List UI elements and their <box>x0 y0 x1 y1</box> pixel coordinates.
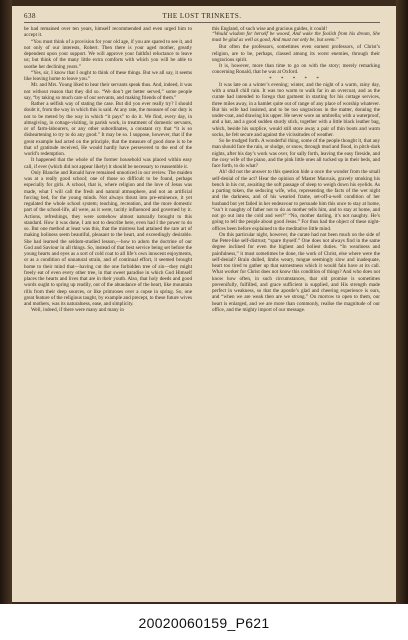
text-column-left <box>24 26 192 598</box>
paragraph: “You must think of a provision for your old age, if you are spared to see it, and not only of our interests, Robert. Then there is your aged mother, greatly dependent upon your support. We will approve your faithful reluctance to leave us; but think of the many little extra comforts with which you will be able to soothe her declining years.” <box>24 38 192 70</box>
paragraph: this England, of such wise and gracious guides, it could! <box>212 26 328 32</box>
paragraph: “Yes, sir, I know that I ought to think of these things. But we all say, it seems like leaving home to leave you.” <box>24 69 192 82</box>
running-title: THE LOST TRINKETS. <box>162 12 242 20</box>
image-caption: 20020060159_P621 <box>138 615 270 631</box>
book-edge-left <box>0 0 12 604</box>
paragraph: Ah! did not the answer to this question hide a once the wonder from the small self-denial of the act? Hear the opinion of Master Mauvais, gravely smoking his bench in his cot, awaiting the soft passage of sleep to weigh down his eyelids. As a parting token, the seducing wife, who, representing the facts of the wet night and the darkness, and of his wearied frame, set-off-a-well condition of her husband but yet failed in her endeavour to persuade him this once to stay at home, “isn’t it naughty of father not to do as mother tells him, and to stay at home, and not go out into the cold and wet?” “No, mother darling, it’s not naughty. He’s going to tell the people about good Jesus.” For thus had the object of these night-offices been before explained to the meditative little mind. <box>212 169 380 232</box>
paragraph: It was late on a winter’s evening; winter, and the night of a warm, rainy day, with a small chill rain. It was too warm to walk far in an overcoat, and as the curate had intended to forego that garment in starting for his cottage services, three miles away, in a hamlet quite out of range of any place of worship whatever. But his wife had insisted, and to be too ungracious in the matter, donning the under-coat, and drawing his upper. He never wore an umbrella; with a waterproof, and a hat, and a good sudden sturdy stick, together with a little black leather bag, which, beside his surplice, would still store away a pair of thin boots and warm socks, he felt secure and against the vicissitudes of weather. <box>212 81 380 138</box>
page-header <box>24 12 380 22</box>
section-break: * * * * * <box>269 75 323 82</box>
text-column-right <box>212 26 380 598</box>
paragraph: Rather a selfish way of stating the case. But did you ever really try? I should doubt it, from the way in which this is said. At any rate, the measure of our duty is not to be meted by the way in which “it pays” to do it. We find, every day, in almsgiving, in cottage-visiting, in parish work, in treatment of domestic servants, or of farm-labourers, or any other subordinates, a constant cry that “it is so disheartening to try to do any good.” It may be so. I suppose, however, that if the great example had acted on the principle, that the measure of good done is to be that of gratitude received, He would hardly have persevered to the end of the world’s redemption. <box>24 101 192 157</box>
paragraph: he had remained over ten years, himself recommended and even urged him to accept it. <box>24 26 192 39</box>
paragraph: It is, however, more than time to go on with the story; merely remarking concerning Ronald, that he was at Oxford. <box>212 63 380 76</box>
paragraph: On this particular night, however, the curate had not been much on the side of the Peter-like self-distrust; “spare thyself.” One does not always find in the same degree inclined for even the highest and holiest duties. “In weariness and painfulness,” it must sometimes be done, the work of Christ, else where were the self-denial? Brain dulled, limbs weary, tongue seemingly slow and inadequate, heart too tired to gather up that earnestness which it would fain have at its call. What worker for Christ does not know this condition of things? And who does not know how often, in such circumstances, that old promise is sometimes prevenifully, fulfilled, and grace sufficient is supplied, and His strength made perfect in weakness, so that the apostle’s glad and cheering experience is ours, and “when we are weak then are we strong.” On morrow to open to them, our heart is enlarged, and we are more than commonly, realise the magnitude of our office, and the mighty import of our message. <box>212 231 380 313</box>
paragraph: So he trudged forth. A wonderful thing, some of the people thought it, that any man should face the rain, or sludge, or snow, through mud and flood, in pitch-dark nights, after his day’s work was over, for sally forth, leaving the easy fireside, and the cosy wife of the piano, and the pink little ones all tucked up in their beds, and face forth, to do what? <box>212 138 380 169</box>
paragraph: Mr. and Mrs. Young liked to hear their servants speak thus. And, indeed, it was not without reason that they did so. “We don’t get better served,” some people say, “by taking so much care of our servants, and making friends of them.” <box>24 82 192 101</box>
book-edge-right <box>396 0 408 604</box>
paragraph: It happened that the whole of the former household was placed within easy call, if ever (which did not appear likely) it should be necessary to reassemble it. <box>24 157 192 170</box>
paragraph: Well, indeed, if there were many and many in <box>31 307 124 314</box>
header-rule <box>24 22 380 23</box>
page-number: 638 <box>24 12 36 20</box>
paragraph: Only Blanche and Ronald have remained unnoticed in our review. The maiden was at a really good school; one of those so difficult to be found, perhaps especially for girls. A school, that is, where religion and the love of Jesus was made, what I will call the fresh and natural atmosphere, and not an artificial forcing bed, for the young minds. Not always thrust into pre-eminence, it yet regulated the whole school system; teaching, recreation, and the more domestic part of the school-life, all were, as it were, tacitly influenced and governed by it. Actions, refreshings, they were somehow almost naturally brought to this standard. How it was done, I am not to describe here, even had I the power to do so. But one method at least was this, that the mistress had attained the rare art of making holiness seem beautiful, pleasant to the heart, and exceedingly desirable. She had learned the seldom-studied lesson,—how to adorn the doctrine of our God and Saviour in all things. So, instead of that best service being set before the young hearts and eyes as a sort of cold coat to all life’s own innocent enjoyments, or as a condition of unnatural strain, and of continual effort, it seemed brought home to their mind that—having cut the one forbidden tree of sin—they might freely eat of even every other tree, in that sweet paradise in which God Himself places the hearts and lives that are in their youth. Also, that holy deeds and good words ought to spring up readily, out of the abundance of the heart, like mountain rills from their deep sources, or like primroses over a copse in spring. So, one great feature of the religious taught, by example and precept, to these future wives and mothers, was its naturalness, ease, and simplicity. <box>24 169 192 307</box>
verse-quote: “Would wisdom for herself be wooed, And wake the foolish from his dream, She must be glad as well as good, And must not only be, but seem.” <box>212 32 380 44</box>
paragraph: But often the professors, sometimes even earnest professors, of Christ’s religion, are to be, perhaps, classed among its worst enemies, through their ungracious spirit. <box>212 44 380 63</box>
